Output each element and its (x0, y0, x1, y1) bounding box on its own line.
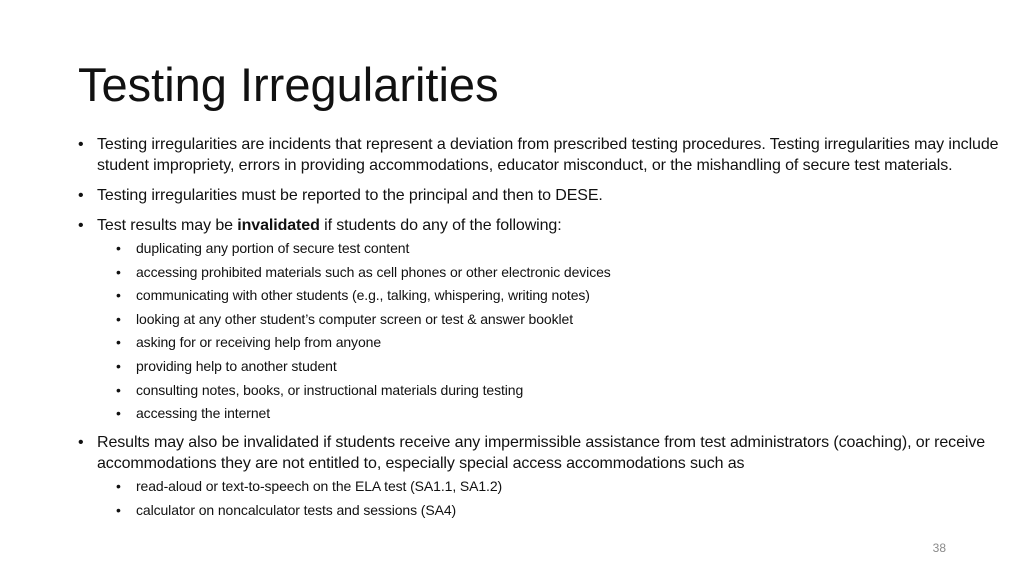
bullet-text-before: Test results may be (97, 217, 238, 234)
slide-title: Testing Irregularities (78, 58, 499, 111)
sub-bullet-item: • providing help to another student (116, 357, 1008, 376)
sub-bullet-item: • duplicating any portion of secure test content (116, 239, 1008, 258)
bullet-list (78, 134, 1008, 520)
sub-bullet-item: • accessing the internet (116, 404, 1008, 423)
sub-bullet-item: • asking for or receiving help from anyone (116, 333, 1008, 352)
sub-bullet-list (97, 477, 1008, 520)
bullet-text-after: if students do any of the following: (319, 217, 562, 234)
bullet-item-invalidation (78, 215, 1008, 423)
sub-bullet-item: • read-aloud or text-to-speech on the ELA test (SA1.1, SA1.2) (116, 477, 1008, 496)
slide-content (78, 134, 1008, 529)
sub-bullet-list (97, 239, 1008, 423)
bullet-item-reporting: • Testing irregularities must be reported to the principal and then to DESE. (78, 185, 1008, 206)
page-number: 38 (932, 541, 946, 555)
bullet-item-definition: • Testing irregularities are incidents that represent a deviation from prescribed testing procedures. Testing irregularities may include student impropriety, errors in providing accommodations, educator misconduct, or the mishandling of secure test materials. (78, 134, 1008, 176)
sub-bullet-item: • accessing prohibited materials such as cell phones or other electronic devices (116, 263, 1008, 282)
sub-bullet-item: • consulting notes, books, or instructional materials during testing (116, 381, 1008, 400)
bullet-text: Results may also be invalidated if students receive any impermissible assistance from test administrators (coaching), or receive accommodations they are not entitled to, especially special access accommodations such as (97, 434, 986, 473)
bullet-text-bold: invalidated (237, 217, 320, 234)
sub-bullet-item: • looking at any other student’s computer screen or test & answer booklet (116, 310, 1008, 329)
sub-bullet-item: • communicating with other students (e.g., talking, whispering, writing notes) (116, 286, 1008, 305)
bullet-item-assistance (78, 432, 1008, 520)
sub-bullet-item: • calculator on noncalculator tests and sessions (SA4) (116, 501, 1008, 520)
